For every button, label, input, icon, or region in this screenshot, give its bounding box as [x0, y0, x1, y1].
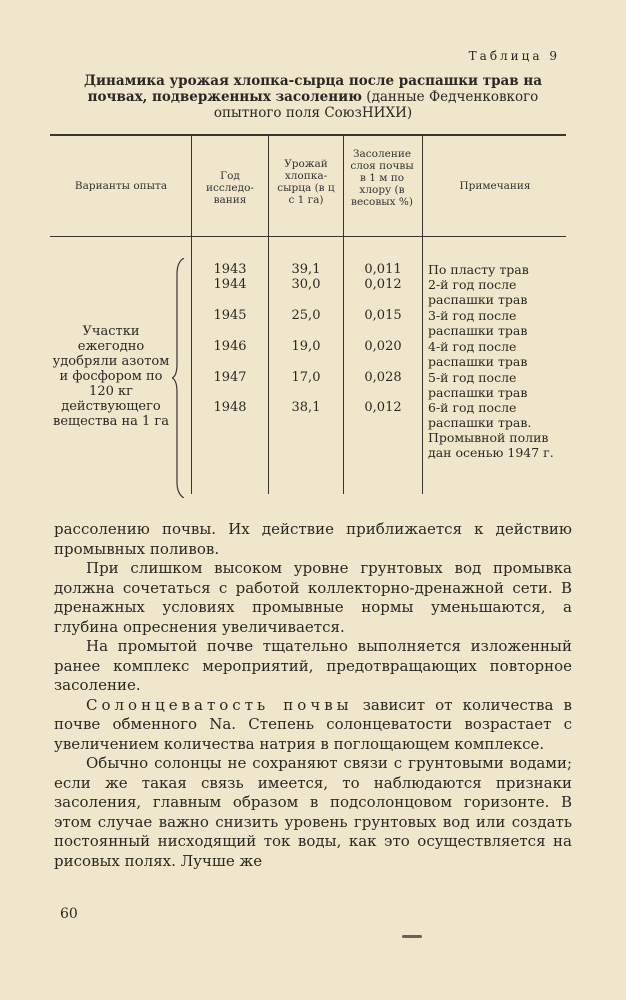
table-col-divider	[191, 136, 192, 494]
brace-icon	[172, 258, 188, 498]
cell-year: 1948	[213, 400, 247, 415]
cell-yield: 30,0	[291, 277, 321, 292]
cell-note: 6-й год после распашки трав. Промывной полив дан осенью 1947 г.	[428, 400, 554, 460]
cell-note: 2-й год после распашки трав	[428, 277, 528, 307]
cell-yield: 39,1	[291, 262, 321, 277]
cell-yield: 25,0	[291, 308, 321, 323]
header-variant: Варианты опыта	[74, 180, 168, 192]
cell-note: 5-й год после распашки трав	[428, 370, 528, 400]
paragraph: Обычно солонцы не сохраняют связи с грунтовыми водами; если же такая связь имеется, то наблюдаются признаки засоления, главным образом в подсолонцовом горизонте. В этом случае важно снизить уровень грунтовых вод или создать постоянный нисходящий ток воды, как это осуществляется на рисовых полях. Лучше же	[54, 754, 572, 870]
paragraph: При слишком высоком уровне грунтовых вод промывка должна сочетаться с работой коллекторно-дренажной сети. В дренажных условиях промывные нормы уменьшаются, а глубина опреснения увеличивается.	[54, 559, 572, 636]
table-title-rest: (данные Федченковкого опытного поля СоюзНИХИ)	[213, 89, 539, 121]
cell-year: 1943	[213, 262, 247, 277]
header-notes: Примечания	[459, 180, 531, 192]
cell-salinity: 0,015	[364, 308, 402, 323]
cell-salinity: 0,011	[364, 262, 402, 277]
cell-salinity: 0,028	[364, 370, 402, 385]
table-label: Таблица 9	[468, 49, 560, 63]
paragraph: рассолению почвы. Их действие приближается к действию промывных поливов.	[54, 520, 572, 558]
cell-year: 1944	[213, 277, 247, 292]
page-number: 60	[60, 906, 78, 922]
print-mark	[402, 935, 422, 938]
cell-year: 1945	[213, 308, 247, 323]
cell-yield: 38,1	[291, 400, 321, 415]
cell-yield: 19,0	[291, 339, 321, 354]
table-top-rule	[50, 134, 566, 136]
cell-note: 4-й год после распашки трав	[428, 339, 528, 369]
cell-salinity: 0,012	[364, 277, 402, 292]
table-col-divider	[343, 136, 344, 494]
cell-yield: 17,0	[291, 370, 321, 385]
cell-salinity: 0,012	[364, 400, 402, 415]
cell-note: По пласту трав	[428, 262, 529, 277]
table-title-bold: Динамика урожая хлопка-сырца после распашки трав на почвах, подверженных засолению	[83, 73, 543, 105]
body-text	[54, 520, 572, 871]
cell-note: 3-й год после распашки трав	[428, 308, 528, 338]
header-year: Год исследо-вания	[206, 170, 254, 206]
table-title	[60, 73, 566, 121]
paragraph-rest: зависит от количества в почве обменного Na. Степень солонцеватости возрастает с увеличением количества натрия в поглощающем комплексе.	[54, 695, 572, 753]
table-col-divider	[422, 136, 423, 494]
cell-year: 1947	[213, 370, 247, 385]
cell-year: 1946	[213, 339, 247, 354]
header-yield: Урожай хлопка-сырца (в ц с 1 га)	[277, 158, 335, 206]
table-col-divider	[268, 136, 269, 494]
table-header-rule	[50, 236, 566, 237]
cell-salinity: 0,020	[364, 339, 402, 354]
paragraph	[54, 696, 572, 755]
header-salinity: Засоление слоя почвы в 1 м по хлору (в весовых %)	[350, 148, 414, 208]
group-label: Участки ежегодно удобряли азотом и фосфором по 120 кг действующего вещества на 1 га	[52, 324, 170, 429]
term-spaced: Солонцеватость почвы	[86, 695, 353, 714]
paragraph: На промытой почве тщательно выполняется изложенный ранее комплекс мероприятий, предотвращающих повторное засоление.	[54, 637, 572, 694]
